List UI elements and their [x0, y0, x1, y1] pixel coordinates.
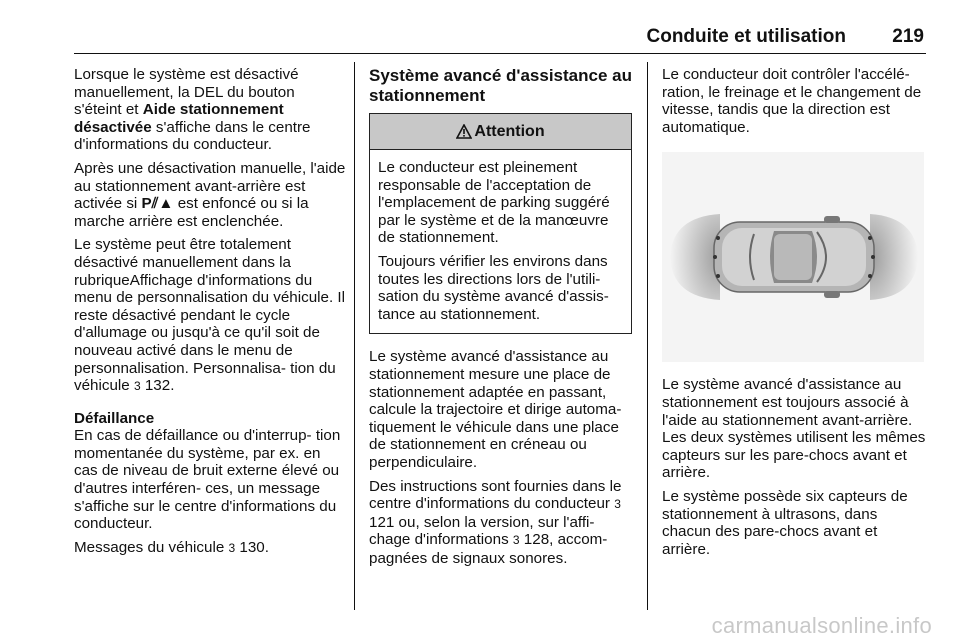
park-assist-button-icon: P⫽▲	[141, 195, 174, 213]
section-heading: Système avancé d'assistance au stationnement	[369, 66, 632, 105]
paragraph-malfunction: En cas de défaillance ou d'interrup‐ tion momentanée du système, par ex. en cas de niveau de bruit externe élevé ou d'autres interféren‐ ces, un message s'affiche sur le centre d'informations du conducteur.	[74, 427, 341, 533]
paragraph-system-description: Le système avancé d'assistance au stationnement mesure une place de stationnement adaptée en passant, calcule la trajectoire et dirige automa‐ tiquement le véhicule dans une place de stationnement en créneau ou perpendiculaire.	[369, 348, 622, 471]
column-divider-left	[354, 62, 355, 610]
paragraph-manual-deactivation: Après une désactivation manuelle, l'aide au stationnement avant-arrière est activée si P⫽▲ est enfoncé ou si la marche arrière est enclenchée.	[74, 159, 346, 230]
paragraph-driver-control: Le conducteur doit contrôler l'accélé‐ ration, le freinage et le changement de vitesse, tandis que la direction est automatique.	[662, 66, 922, 136]
car-top-view-icon	[662, 152, 924, 362]
page-section-title: Conduite et utilisation	[646, 26, 846, 47]
page-reference-arrow-icon: 3	[614, 497, 621, 512]
paragraph-instructions: Des instructions sont fournies dans le centre d'informations du conducteur 3 121 ou, selon la version, sur l'affi‐ chage d'informations 3 128, accom‐ pagnées de signaux sonores.	[369, 477, 622, 567]
paragraph-sensors: Le système possède six capteurs de stationnement à ultrasons, dans chacun des pare-chocs avant et arrière.	[662, 487, 908, 558]
page-reference-arrow-icon: 3	[133, 379, 141, 394]
attention-paragraph: Le conducteur est pleinement responsable de l'acceptation de l'emplacement de parking suggéré par le système et de la manœuvre de stationnement.	[378, 159, 610, 247]
column-middle	[369, 66, 633, 573]
attention-body	[370, 150, 631, 333]
paragraph-vehicle-messages: Messages du véhicule 3 130.	[74, 538, 269, 556]
column-left	[74, 66, 346, 563]
page-reference-arrow-icon: 3	[228, 540, 236, 555]
page-reference-arrow-icon: 3	[512, 533, 520, 548]
page-number: 219	[892, 26, 924, 47]
attention-paragraph: Toujours vérifier les environs dans toutes les directions lors de l'utili‐ sation du système avancé d'assis‐ tance au stationnement.	[378, 252, 609, 323]
paragraph-system-association: Le système avancé d'assistance au stationnement est toujours associé à l'aide au stationnement avant-arrière. Les deux systèmes utilisent les mêmes capteurs sur les pare-chocs avant et arrière.	[662, 376, 926, 482]
sensor-illustration	[662, 152, 924, 362]
warning-triangle-icon	[456, 124, 472, 139]
display-message-label: Aide stationnement désactivée	[74, 101, 284, 136]
paragraph-total-deactivation: Le système peut être totalement désactivé manuellement dans la rubriqueAffichage d'informations du menu de personnalisation du véhicule. Il reste désactivé pendant le cycle d'allumage ou jusqu'à ce qu'il soit de nouveau activé dans le menu de personnalisation. Personnalisa‐ tion du véhicule 3 132.	[74, 236, 346, 395]
attention-title: Attention	[474, 122, 545, 140]
subheading-malfunction: Défaillance	[74, 409, 155, 427]
paragraph-deactivation: Lorsque le système est désactivé manuellement, la DEL du bouton s'éteint et Aide stationnement désactivée s'affiche dans le centre d'informations du conducteur.	[74, 66, 311, 154]
attention-header	[370, 114, 631, 150]
watermark: carmanualsonline.info	[711, 613, 932, 638]
column-divider-right	[647, 62, 648, 610]
attention-box	[369, 113, 632, 334]
column-right	[662, 66, 928, 564]
header-divider	[74, 53, 926, 54]
